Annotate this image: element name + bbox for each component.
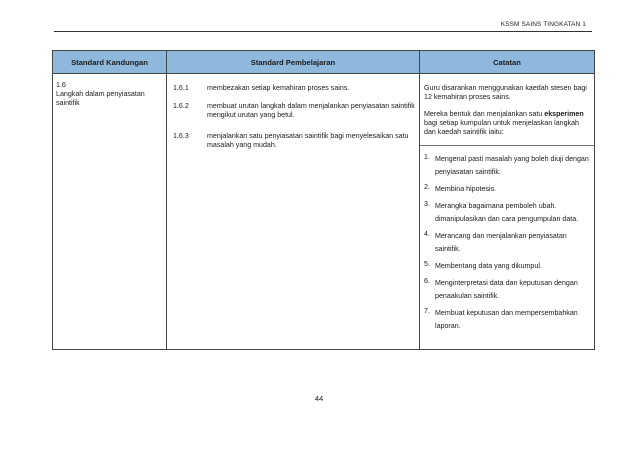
step-text: Membuat keputusan dan mempersembahkan laporan.: [435, 309, 578, 330]
step-number: 4.: [424, 230, 430, 238]
step-text: Membina hipotesis.: [435, 185, 497, 193]
header-rule: [54, 31, 592, 32]
list-item: [424, 260, 590, 273]
note-2-tail: bagi setiap kumpulan untuk menjelaskan langkah dan kaedah saintifik iaitu:: [424, 119, 579, 136]
kandungan-code: 1.6: [56, 81, 66, 89]
step-text: Menginterpretasi data dan keputusan dengan penaakulan saintifik.: [435, 279, 578, 300]
list-item: [424, 307, 590, 333]
column-header-catatan: Catatan: [420, 51, 595, 74]
catatan-cell: [420, 74, 595, 350]
list-item: [424, 183, 590, 196]
column-header-pembelajaran: Standard Pembelajaran: [167, 51, 420, 74]
list-item: [424, 200, 590, 226]
list-item: [424, 230, 590, 256]
learning-standard-text: membuat urutan langkah dalam menjalankan penyiasatan saintifik mengikut urutan yang betul.: [207, 102, 415, 119]
list-item: [424, 153, 590, 179]
step-number: 7.: [424, 307, 430, 315]
list-item: [424, 277, 590, 303]
learning-standard-text: menjalankan satu penyiasatan saintifik bagi menyelesaikan satu masalah yang mudah.: [207, 132, 409, 149]
learning-standard-code: 1.6.2: [173, 102, 189, 110]
learning-standard-text: membezakan setiap kemahiran proses sains.: [207, 84, 350, 92]
pembelajaran-cell: [167, 74, 420, 350]
catatan-note-2: [424, 110, 590, 137]
learning-standard-code: 1.6.1: [173, 84, 189, 92]
page-number: 44: [314, 394, 324, 403]
learning-standard-item: [167, 132, 419, 150]
kandungan-cell: [53, 74, 167, 350]
table-header-row: [53, 51, 595, 74]
note-2-lead: Mereka bentuk dan menjalankan satu: [424, 110, 545, 118]
learning-standard-item: [167, 102, 419, 120]
step-text: Merangka bagaimana pemboleh ubah. dimanipulasikan dan cara pengumpulan data.: [435, 202, 579, 223]
step-text: Mengenal pasti masalah yang boleh diuji dengan penyiasatan saintifik.: [435, 155, 589, 176]
curriculum-table: [52, 50, 595, 350]
step-number: 2.: [424, 183, 430, 191]
kandungan-title: Langkah dalam penyiasatan saintifik: [56, 90, 145, 107]
step-number: 1.: [424, 153, 430, 161]
step-number: 3.: [424, 200, 430, 208]
step-number: 6.: [424, 277, 430, 285]
step-number: 5.: [424, 260, 430, 268]
step-text: Membentang data yang dikumpul.: [435, 262, 542, 270]
table-row: [53, 74, 595, 350]
catatan-divider: [420, 145, 594, 146]
note-2-emphasis: eksperimen: [544, 110, 584, 118]
learning-standard-code: 1.6.3: [173, 132, 189, 140]
scientific-steps-list: [424, 153, 590, 333]
document-header: KSSM SAINS TINGKATAN 1: [500, 21, 586, 28]
step-text: Merancang dan menjalankan penyiasatan saintifik.: [435, 232, 567, 253]
column-header-kandungan: Standard Kandungan: [53, 51, 167, 74]
catatan-note-1: Guru disarankan menggunakan kaedah stesen bagi 12 kemahiran proses sains.: [424, 84, 587, 101]
learning-standard-item: [167, 84, 419, 93]
